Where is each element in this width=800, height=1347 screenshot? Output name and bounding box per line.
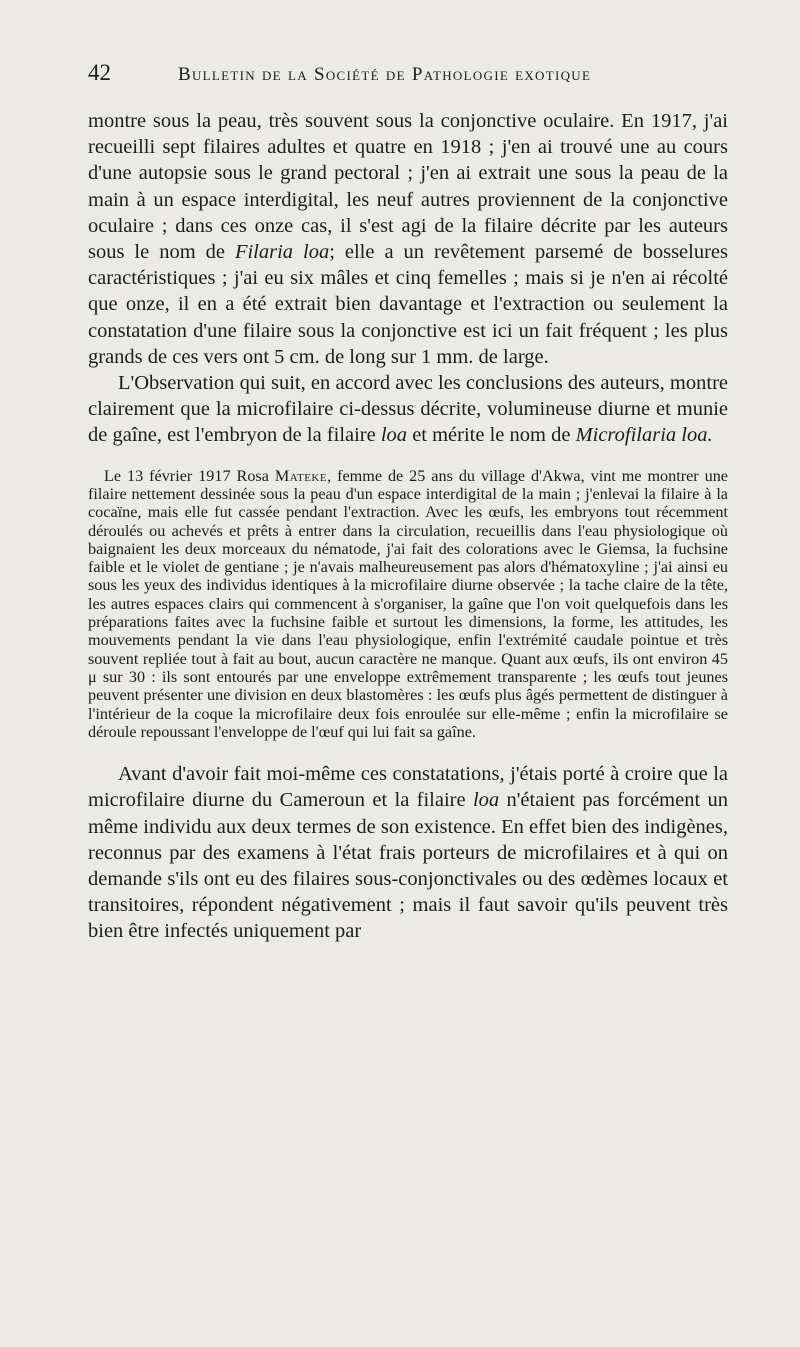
page-number: 42 — [88, 60, 111, 85]
patient-name: Mateke — [274, 466, 328, 485]
observation-text: Le 13 février 1917 Rosa Mateke, femme de 25 ans du village d'Akwa, vint me montrer une filaire nettement dessinée sous la peau d'un espace interdigital de la main ; j'enlevai la filaire à la cocaïne, mais elle fut cassée pendant l'extraction. Avec les œufs, les embryons tout récemment déroulés ou achevés et prêts à entrer dans la circulation, recueillis dans l'eau physiologique où baignaient les deux morceaux du nématode, j'ai fait des colorations avec le Giemsa, la fuchsine faible et le violet de gentiane ; je n'avais malheureusement pas alors d'hématoxyline ; j'ai ainsi eu sous les yeux des individus identiques à la microfilaire diurne observée ; la tache claire de la tête, les autres espaces clairs qui commencent à s'organiser, la gaîne que l'on voit quelquefois dans les préparations faites avec la fuchsine faible et surtout les dimensions, la forme, les attitudes, les mouvements pendant la vie dans l'eau physiologique, enfin l'extrémité caudale pointue et très souvent repliée tout à fait au bout, aucun caractère ne manque. Quant aux œufs, ils ont environ 45 μ sur 30 : ils sont entourés par une enveloppe extrêmement transparente ; les œufs tout jeunes peuvent présenter une division en deux blastomères : les œufs plus âgés permettent de distinguer à l'intérieur de la coque la microfilaire deux fois enroulée sur elle-même ; enfin la microfilaire se déroule repoussant l'enveloppe de l'œuf qui lui fait sa gaîne. — [88, 466, 728, 741]
paragraph-observation-intro: L'Observation qui suit, en accord avec les conclusions des auteurs, montre clairement que la microfilaire ci-dessus décrite, volumineuse diurne et munie de gaîne, est l'embryon de la filaire loa et mérite le nom de Microfilaria loa. — [88, 372, 728, 447]
page-header — [88, 60, 728, 100]
main-text — [88, 108, 728, 449]
species-name: loa — [472, 789, 500, 812]
paragraph-continued: montre sous la peau, très souvent sous la conjonctive oculaire. En 1917, j'ai recueilli sept filaires adultes et quatre en 1918 ; j'en ai trouvé une au cours d'une autopsie sous le grand pectoral ; j'en ai extrait une sous la peau de la main à un espace interdigital, les neuf autres proviennent de la conjonctive oculaire ; dans ces onze cas, il s'est agi de la filaire décrite par les auteurs sous le nom de Filaria loa; elle a un revêtement parsemé de bosselures caractéristiques ; j'ai eu six mâles et cinq femelles ; mais si je n'en ai récolté que onze, il en a été extrait bien davantage et l'extraction ou seulement la constatation d'une filaire sous la conjonctive est ici un fait fréquent ; les plus grands de ces vers ont 5 cm. de long sur 1 mm. de large. — [88, 110, 729, 368]
running-title: Bulletin de la Société de Pathologie exotique — [178, 64, 592, 85]
species-name: loa — [380, 424, 408, 447]
species-name: Filaria loa — [234, 241, 330, 264]
paragraph-discussion: Avant d'avoir fait moi-même ces constatations, j'étais porté à croire que la microfilaire diurne du Cameroun et la filaire loa n'étaient pas forcément un même individu aux deux termes de son existence. En effet bien des indigènes, reconnus par des examens à l'état frais porteurs de microfilaires et à qui on demande s'ils ont eu des filaires sous-conjonctivales ou des œdèmes locaux et transitoires, répondent négativement ; mais il faut savoir qu'ils peuvent très bien être infectés uniquement par — [88, 763, 729, 943]
clinical-observation — [88, 467, 728, 741]
discussion-text — [88, 761, 728, 944]
species-name: Microfilaria loa. — [575, 424, 713, 447]
